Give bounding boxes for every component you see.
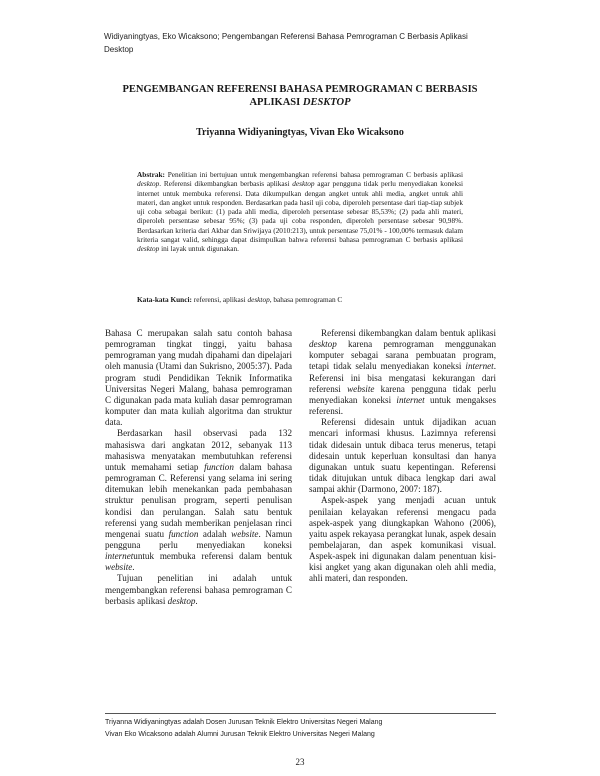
paragraph-text: . Referensi ini bisa mengatasi kekurangan dari referensi	[309, 361, 496, 394]
paragraph-text: untuk membuka referensi dalam bentuk	[133, 551, 292, 562]
paragraph: Aspek-aspek yang menjadi acuan untuk penilaian kelayakan referensi mengacu pada aspek-aspek yang diungkapkan Wahono (2006), yaitu aspek rekayasa perangkat lunak, aspek desain pembelajaran, dan aspek komunikasi visual. Aspek-aspek ini digunakan dalam penentuan kisi-kisi angket yang akan digunakan oleh ahli media, ahli materi, dan responden.	[309, 495, 496, 584]
title-line-2-italic: DESKTOP	[302, 97, 351, 108]
keywords	[137, 295, 463, 304]
abstract-text: agar pengguna tidak perlu menyediakan koneksi internet untuk membuka referensi. Data dikumpulkan dengan angket untuk ahli media, angket untuk ahli materi, dan angket untuk responden. Berdasarkan pada hasil uji coba, diperoleh persentase dari tiap-tiap subjek uji coba sebagai berikut: (1) pada ahli media, diperoleh persentase sebesar 85,53%; (2) pada ahli materi, diperoleh persentase sebesar 95%; (3) pada uji coba responden, diperoleh persentase sebesar 90,98%. Berdasarkan kriteria dari Akbar dan Sriwijaya (2010:213), untuk persentase 75,01% - 100,00% termasuk dalam kriteria sangat valid, sehingga dapat disimpulkan bahwa referensi bahasa pemrograman C berbasis aplikasi	[137, 179, 464, 245]
paragraph-text: karena pemrograman menggunakan komputer sebagai sarana pembuatan program, tetapi tidak selalu menyediakan koneksi	[309, 339, 496, 372]
paragraph-italic: internet	[105, 551, 134, 562]
keywords-italic: desktop	[247, 295, 270, 304]
paragraph-text: karena pengguna tidak perlu menyediakan koneksi	[309, 383, 496, 405]
paragraph-italic: function	[168, 528, 199, 539]
paragraph-italic: internet	[465, 361, 494, 372]
paragraph-italic: internet	[396, 394, 425, 405]
authors: Triyanna Widiyaningtyas, Vivan Eko Wicaksono	[196, 127, 404, 138]
paragraph	[105, 428, 292, 573]
paragraph-text: adalah	[198, 528, 232, 539]
footnote-divider	[105, 713, 496, 714]
paragraph	[105, 573, 292, 606]
abstract-label: Abstrak:	[137, 170, 165, 179]
keywords-text: , bahasa pemrograman C	[269, 295, 343, 304]
paragraph	[309, 328, 496, 417]
paragraph-italic: website	[231, 528, 259, 539]
body-column-right	[309, 328, 496, 585]
footnotes	[105, 717, 505, 741]
abstract-italic: desktop	[137, 244, 160, 254]
title-line-2-text: APLIKASI	[249, 97, 303, 108]
title-line-1: PENGEMBANGAN REFERENSI BAHASA PEMROGRAMAN C BERBASIS	[122, 84, 478, 95]
paragraph-text: .	[132, 562, 135, 573]
abstract	[137, 170, 463, 254]
abstract-italic: desktop	[292, 179, 315, 189]
paragraph-text: dalam bahasa pemrograman C. Referensi yang selama ini sering ditemukan lebih menekankan pada pembahasan struktur penulisan program, seperti penulisan kondisi dan perulangan. Salah satu bentuk referensi yang sudah memberikan penjelasan rinci mengenai suatu	[105, 461, 292, 539]
running-head: Widiyaningtyas, Eko Wicaksono; Pengembangan Referensi Bahasa Pemrograman C Berbasis Aplikasi Desktop	[104, 32, 468, 54]
paper-title	[90, 83, 510, 109]
title-line-2	[90, 96, 510, 109]
footnote: Vivan Eko Wicaksono adalah Alumni Jurusan Teknik Elektro Universitas Negeri Malang	[105, 731, 375, 738]
paragraph-italic: function	[204, 461, 234, 472]
paragraph-text: Tujuan penelitian ini adalah untuk mengembangkan referensi bahasa pemrograman C berbasis aplikasi	[105, 573, 292, 606]
abstract-italic: desktop	[137, 179, 160, 189]
page-number: 23	[295, 757, 305, 767]
paragraph-italic: website	[105, 562, 133, 573]
paragraph: Bahasa C merupakan salah satu contoh bahasa pemrograman tingkat tinggi, yaitu bahasa pemrograman yang mudah dipahami dan dipelajari oleh manusia (Utami dan Sukrisno, 2005:37). Pada program studi Pendidikan Teknik Informatika Universitas Negeri Malang, bahasa pemrograman C digunakan pada mata kuliah dasar pemrograman komputer dan mata kuliah algoritma dan struktur data.	[105, 328, 292, 428]
paragraph-text: .	[195, 595, 198, 606]
keywords-label: Kata-kata Kunci:	[137, 295, 192, 304]
paragraph-text: untuk mengakses referensi.	[309, 394, 496, 417]
abstract-text: Penelitian ini bertujuan untuk mengembangkan referensi bahasa pemrograman C berbasis aplikasi	[164, 170, 463, 179]
abstract-text: ini layak untuk digunakan.	[159, 244, 239, 254]
abstract-text: . Referensi dikembangkan berbasis aplikasi	[159, 179, 293, 189]
keywords-text: referensi, aplikasi	[191, 295, 248, 304]
footnote: Triyanna Widiyaningtyas adalah Dosen Jurusan Teknik Elektro Universitas Negeri Malang	[105, 719, 383, 726]
paragraph-text: Berdasarkan hasil observasi pada 132 mahasiswa dari angkatan 2012, sebanyak 113 mahasiswa menyatakan membutuhkan referensi untuk memahami setiap	[105, 428, 292, 472]
paragraph-italic: website	[347, 383, 375, 394]
paragraph-text: Referensi dikembangkan dalam bentuk aplikasi	[321, 328, 496, 338]
paragraph-italic: desktop	[167, 595, 196, 606]
paragraph: Referensi didesain untuk dijadikan acuan mencari informasi khusus. Lazimnya referensi tidak didesain untuk dibaca terus menerus, tetapi didesain untuk keperluan konsultasi dan hanya digunakan untuk suatu kepentingan. Referensi tidak ditujukan untuk dibaca lengkap dari awal sampai akhir (Darmono, 2007: 187).	[309, 417, 496, 495]
paragraph-text: . Namun pengguna perlu menyediakan koneksi	[105, 528, 292, 550]
body-column-left	[105, 328, 292, 607]
paragraph-italic: desktop	[309, 339, 337, 350]
